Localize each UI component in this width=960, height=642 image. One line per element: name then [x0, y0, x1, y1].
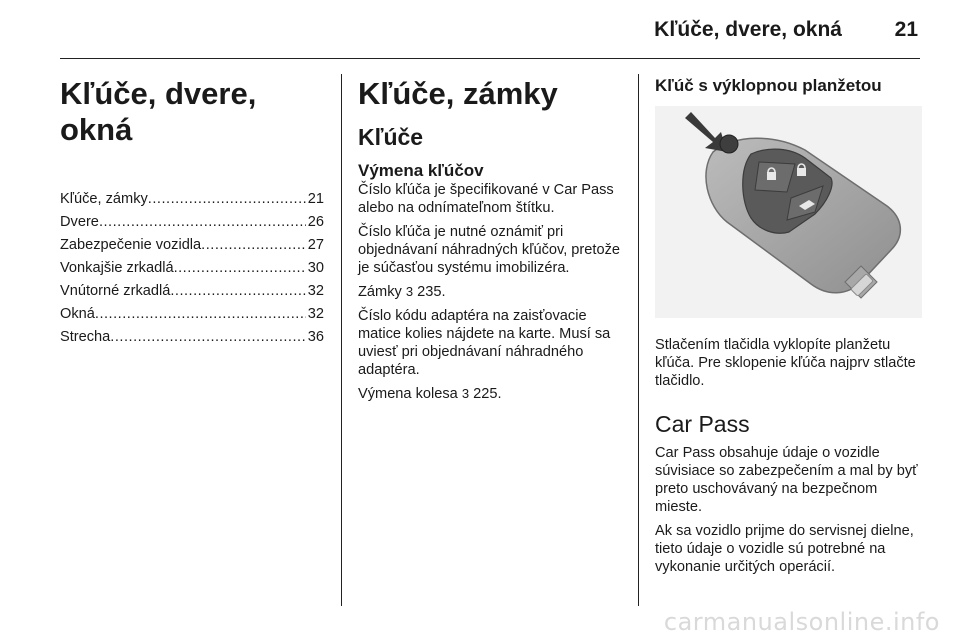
toc-label: Zabezpečenie vozidla [60, 237, 202, 253]
toc-entry[interactable] [60, 257, 324, 280]
toc-page: 36 [307, 329, 324, 345]
section-title: Kľúče, zámky [358, 76, 558, 111]
paragraph: Číslo kľúča je nutné oznámiť pri objednávaní náhradných kľúčov, pretože je súčasťou systému imobilizéra. [358, 224, 620, 276]
cross-reference[interactable] [358, 283, 620, 301]
flip-key-icon [655, 106, 922, 318]
toc-label: Kľúče, zámky [60, 191, 148, 207]
toc-entry[interactable] [60, 280, 324, 303]
toc-leader [174, 257, 306, 280]
reference-page: 235. [417, 284, 446, 300]
toc-entry[interactable] [60, 326, 324, 349]
middle-column [358, 62, 620, 409]
reference-text: Výmena kolesa [358, 386, 458, 402]
column-divider-left [341, 74, 342, 606]
reference-text: Zámky [358, 284, 402, 300]
page-reference-icon: 3 [405, 284, 414, 299]
topic-heading: Výmena kľúčov [358, 161, 484, 180]
toc-leader [95, 303, 306, 326]
toc-label: Vonkajšie zrkadlá [60, 260, 174, 276]
paragraph: Ak sa vozidlo prijme do servisnej dielne, tieto údaje o vozidle sú potrebné na vykonanie určitých operácií. [655, 523, 914, 575]
reference-page: 225. [473, 386, 502, 402]
toc-leader [148, 188, 306, 211]
page-header [60, 0, 920, 59]
paragraph: Číslo kódu adaptéra na zaisťovacie matice kolies nájdete na karte. Musí sa uviesť pri objednávaní náhradného adaptéra. [358, 308, 611, 378]
toc-label: Vnútorné zrkadlá [60, 283, 171, 299]
toc-page: 27 [307, 237, 324, 253]
toc-page: 30 [307, 260, 324, 276]
right-column [655, 62, 922, 582]
toc-label: Okná [60, 306, 95, 322]
table-of-contents [60, 188, 324, 349]
toc-page: 21 [307, 191, 324, 207]
paragraph: Číslo kľúča je špecifikované v Car Pass alebo na odnímateľnom štítku. [358, 182, 614, 216]
column-divider-right [638, 74, 639, 606]
toc-label: Dvere [60, 214, 99, 230]
paragraph: Car Pass obsahuje údaje o vozidle súvisiace so zabezpečením a mal by byť preto uschovávaný na bezpečnom mieste. [655, 445, 918, 515]
toc-entry[interactable] [60, 303, 324, 326]
chapter-title: Kľúče, dvere, okná [654, 18, 842, 41]
toc-entry[interactable] [60, 188, 324, 211]
toc-leader [110, 326, 305, 349]
toc-entry[interactable] [60, 234, 324, 257]
car-pass-title: Car Pass [655, 411, 750, 437]
toc-label: Strecha [60, 329, 111, 345]
page-reference-icon: 3 [461, 386, 470, 401]
toc-leader [99, 211, 306, 234]
subsection-title: Kľúče [358, 124, 424, 150]
watermark: carmanualsonline.info [663, 608, 940, 636]
left-column [60, 62, 324, 349]
figure-caption: Stlačením tlačidla vyklopíte planžetu kľúča. Pre sklopenie kľúča najprv stlačte tlačidlo. [655, 337, 916, 389]
toc-page: 32 [307, 283, 324, 299]
toc-leader [170, 280, 305, 303]
page-number: 21 [894, 18, 918, 41]
chapter-heading: Kľúče, dvere, okná [60, 76, 257, 147]
toc-page: 32 [307, 306, 324, 322]
cross-reference[interactable] [358, 385, 620, 403]
key-illustration [655, 106, 922, 318]
toc-leader [201, 234, 306, 257]
topic-heading: Kľúč s výklopnou planžetou [655, 76, 882, 95]
toc-entry[interactable] [60, 211, 324, 234]
toc-page: 26 [307, 214, 324, 230]
